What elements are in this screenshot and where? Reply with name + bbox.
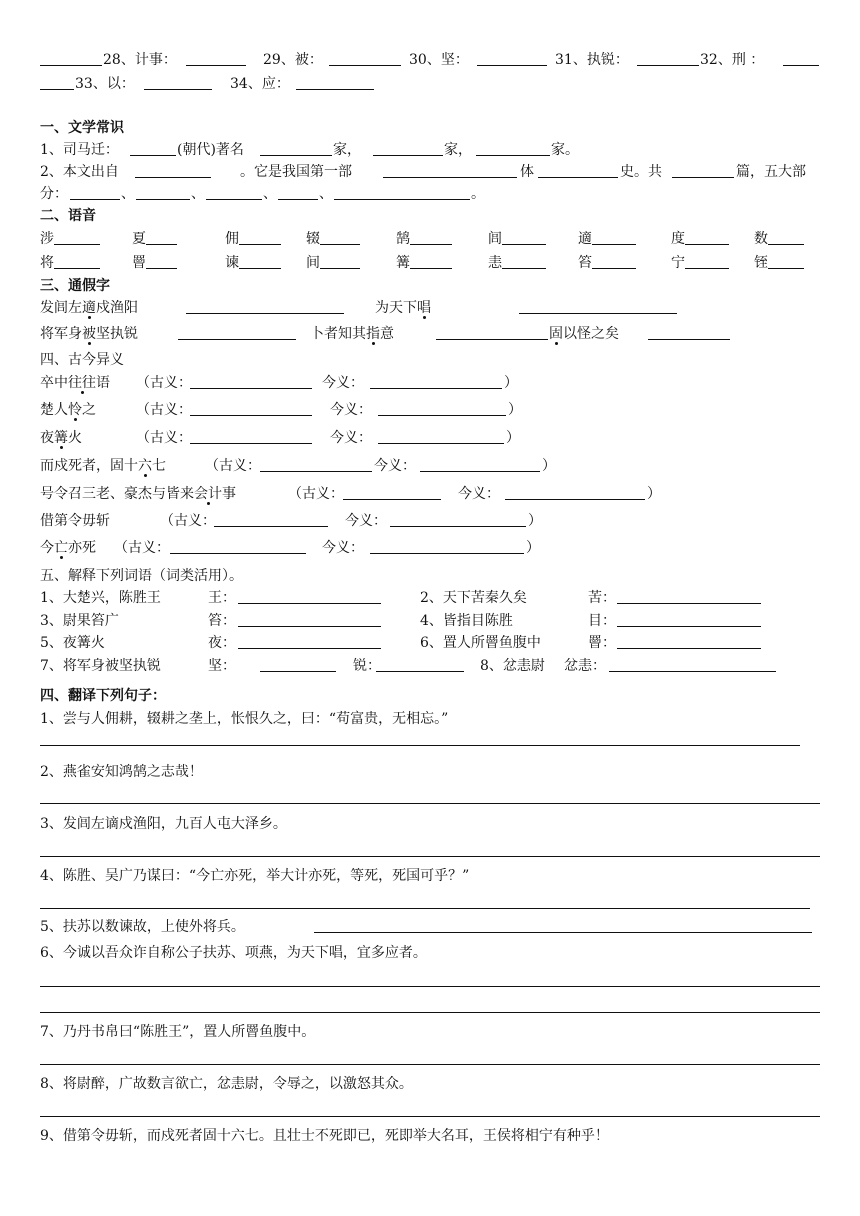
new-meaning-label: 今义： — [322, 375, 364, 391]
item-30: 30、坚： — [409, 52, 469, 68]
answer-line[interactable] — [40, 908, 810, 909]
pron-char: 涉 — [40, 231, 54, 247]
answer-blank[interactable] — [538, 162, 618, 178]
answer-blank[interactable] — [477, 50, 547, 66]
answer-blank[interactable] — [186, 50, 246, 66]
answer-blank[interactable] — [334, 184, 470, 200]
gujin-phrase: 而戍死者，固十六七 — [40, 458, 166, 474]
gujin-phrase: 号令召三老、豪杰与皆来会计事 — [40, 486, 236, 502]
answer-line[interactable] — [40, 1116, 820, 1117]
answer-blank[interactable] — [672, 162, 734, 178]
answer-blank[interactable] — [502, 229, 546, 245]
pron-char: 篝 — [396, 255, 410, 271]
answer-blank[interactable] — [146, 229, 177, 245]
answer-blank[interactable] — [260, 656, 336, 672]
cilei-key: 罾： — [588, 635, 616, 651]
answer-blank[interactable] — [320, 229, 360, 245]
pron-char: 罾 — [132, 255, 146, 271]
cilei-phrase: 5、夜篝火 — [40, 635, 105, 651]
answer-blank[interactable] — [296, 74, 374, 90]
answer-blank[interactable] — [40, 74, 74, 90]
cilei-key: 王： — [208, 590, 236, 606]
answer-blank[interactable] — [178, 324, 296, 340]
answer-blank[interactable] — [70, 184, 120, 200]
answer-blank[interactable] — [373, 140, 443, 156]
answer-blank[interactable] — [617, 588, 761, 604]
translate-sentence: 5、扶苏以数谏故，上使外将兵。 — [40, 919, 245, 935]
answer-blank[interactable] — [617, 633, 761, 649]
translate-sentence: 4、陈胜、吴广乃谋曰：“今亡亦死，举大计亦死，等死，死国可乎？” — [40, 868, 470, 884]
translate-sentence: 1、尝与人佣耕，辍耕之垄上，怅恨久之，曰：“苟富贵，无相忘。” — [40, 711, 449, 727]
answer-blank[interactable] — [685, 253, 729, 269]
item-33: 33、以： — [75, 76, 135, 92]
pron-char: 恚 — [488, 255, 502, 271]
answer-blank[interactable] — [410, 229, 452, 245]
cilei-key: 忿恚： — [564, 658, 606, 674]
item-31: 31、执锐： — [555, 52, 629, 68]
answer-blank[interactable] — [502, 253, 546, 269]
answer-blank[interactable] — [190, 373, 312, 389]
answer-blank[interactable] — [617, 611, 761, 627]
answer-blank[interactable] — [186, 298, 344, 314]
pron-char: 辍 — [306, 231, 320, 247]
pron-char: 適 — [578, 231, 592, 247]
close-paren: ） — [542, 458, 556, 474]
pron-char: 间 — [306, 255, 320, 271]
answer-line[interactable] — [40, 745, 800, 746]
answer-blank[interactable] — [592, 253, 636, 269]
gujin-phrase: 楚人怜之 — [40, 402, 96, 418]
cilei-phrase: 2、天下苦秦久矣 — [420, 590, 527, 606]
answer-blank[interactable] — [40, 50, 102, 66]
old-meaning-label: （古义： — [136, 402, 192, 418]
cilei-phrase: 3、尉果笞广 — [40, 613, 119, 629]
answer-blank[interactable] — [783, 50, 819, 66]
pron-char: 数 — [754, 231, 768, 247]
translate-sentence: 7、乃丹书帛曰“陈胜王”，置人所罾鱼腹中。 — [40, 1024, 316, 1040]
pron-char: 笞 — [578, 255, 592, 271]
translate-sentence: 2、燕雀安知鸿鹄之志哉！ — [40, 764, 203, 780]
answer-line[interactable] — [40, 856, 820, 857]
answer-blank[interactable] — [239, 253, 281, 269]
item-34: 34、应： — [230, 76, 290, 92]
close-paren: ） — [647, 486, 661, 502]
answer-blank[interactable] — [54, 253, 100, 269]
answer-blank[interactable] — [190, 428, 312, 444]
section-heading-translate: 四、翻译下列句子： — [40, 688, 166, 704]
cilei-phrase: 4、皆指目陈胜 — [420, 613, 513, 629]
pron-char: 将 — [40, 255, 54, 271]
cilei-key: 夜： — [208, 635, 236, 651]
close-paren: ） — [528, 513, 542, 529]
answer-blank[interactable] — [420, 456, 540, 472]
new-meaning-label: 今义： — [374, 458, 416, 474]
answer-blank[interactable] — [609, 656, 776, 672]
gujin-phrase: 借第令毋斩 — [40, 513, 110, 529]
answer-blank[interactable] — [648, 324, 730, 340]
section-heading-literature: 一、文学常识 — [40, 120, 124, 136]
answer-blank[interactable] — [320, 253, 360, 269]
answer-blank[interactable] — [190, 400, 312, 416]
close-paren: ） — [508, 402, 522, 418]
answer-blank[interactable] — [370, 373, 502, 389]
pron-char: 夏 — [132, 231, 146, 247]
new-meaning-label: 今义： — [330, 402, 372, 418]
answer-blank[interactable] — [238, 633, 381, 649]
answer-blank[interactable] — [238, 611, 381, 627]
old-meaning-label: （古义： — [136, 375, 192, 391]
answer-blank[interactable] — [260, 140, 332, 156]
old-meaning-label: （古义： — [205, 458, 261, 474]
item-28: 28、计事： — [103, 52, 177, 68]
answer-blank[interactable] — [592, 229, 636, 245]
translate-sentence: 9、借第令毋斩，而戍死者固十六七。且壮士不死即已，死即举大名耳，王侯将相宁有种乎！ — [40, 1128, 609, 1144]
answer-blank[interactable] — [329, 50, 401, 66]
answer-blank[interactable] — [54, 229, 100, 245]
item-32: 32、刑 ： — [700, 52, 765, 68]
cilei-key: 苦： — [588, 590, 616, 606]
answer-blank[interactable] — [130, 140, 176, 156]
gujin-phrase: 夜篝火 — [40, 430, 82, 446]
pron-char: 铚 — [754, 255, 768, 271]
answer-blank[interactable] — [135, 162, 211, 178]
cilei-key: 目： — [588, 613, 616, 629]
new-meaning-label: 今义： — [322, 540, 364, 556]
old-meaning-label: （古义： — [114, 540, 170, 556]
cilei-phrase: 6、置人所罾鱼腹中 — [420, 635, 541, 651]
answer-blank[interactable] — [370, 538, 524, 554]
answer-blank[interactable] — [146, 253, 177, 269]
pron-char: 度 — [671, 231, 685, 247]
answer-blank[interactable] — [214, 511, 328, 527]
cilei-phrase: 1、大楚兴，陈胜王 — [40, 590, 161, 606]
answer-blank[interactable] — [378, 428, 504, 444]
answer-blank[interactable] — [768, 229, 804, 245]
cilei-phrase: 7、将军身被坚执锐 — [40, 658, 161, 674]
item-29: 29、被： — [263, 52, 323, 68]
answer-blank[interactable] — [383, 162, 517, 178]
section-heading-pronunciation: 二、语音 — [40, 208, 96, 224]
answer-blank[interactable] — [519, 298, 677, 314]
gujin-phrase: 卒中往往语 — [40, 375, 110, 391]
old-meaning-label: （古义： — [160, 513, 216, 529]
answer-blank[interactable] — [685, 229, 729, 245]
answer-blank[interactable] — [343, 484, 441, 500]
answer-blank[interactable] — [378, 400, 506, 416]
section-heading-gujin: 四、古今异义 — [40, 352, 124, 368]
answer-blank[interactable] — [238, 588, 381, 604]
translate-sentence: 3、发闾左谪戍渔阳，九百人屯大泽乡。 — [40, 816, 287, 832]
close-paren: ） — [526, 540, 540, 556]
answer-line[interactable] — [40, 986, 820, 987]
section-heading-cilei: 五、解释下列词语（词类活用）。 — [40, 568, 243, 584]
answer-line[interactable] — [314, 932, 812, 933]
answer-blank[interactable] — [260, 456, 372, 472]
pron-char: 谏 — [225, 255, 239, 271]
new-meaning-label: 今义： — [330, 430, 372, 446]
pron-char: 闾 — [488, 231, 502, 247]
close-paren: ） — [506, 430, 520, 446]
answer-blank[interactable] — [170, 538, 306, 554]
close-paren: ） — [504, 375, 518, 391]
answer-blank[interactable] — [410, 253, 452, 269]
answer-blank[interactable] — [476, 140, 550, 156]
pron-char: 宁 — [671, 255, 685, 271]
answer-blank[interactable] — [376, 656, 464, 672]
answer-blank[interactable] — [768, 253, 804, 269]
new-meaning-label: 今义： — [345, 513, 387, 529]
pron-char: 鹄 — [396, 231, 410, 247]
gujin-phrase: 今亡亦死 — [40, 540, 96, 556]
answer-blank[interactable] — [144, 74, 212, 90]
section-heading-tongjia: 三、通假字 — [40, 278, 110, 294]
new-meaning-label: 今义： — [458, 486, 500, 502]
cilei-key: 坚： — [208, 658, 236, 674]
answer-blank[interactable] — [436, 324, 548, 340]
answer-line[interactable] — [40, 1064, 820, 1065]
old-meaning-label: （古义： — [136, 430, 192, 446]
old-meaning-label: （古义： — [288, 486, 344, 502]
answer-line[interactable] — [40, 1012, 820, 1013]
answer-blank[interactable] — [239, 229, 281, 245]
translate-sentence: 8、将尉醉，广故数言欲亡，忿恚尉，令辱之，以激怒其众。 — [40, 1076, 413, 1092]
answer-blank[interactable] — [390, 511, 526, 527]
answer-blank[interactable] — [637, 50, 699, 66]
answer-blank[interactable] — [505, 484, 645, 500]
answer-blank[interactable] — [278, 184, 318, 200]
pron-char: 佣 — [225, 231, 239, 247]
answer-blank[interactable] — [136, 184, 190, 200]
answer-blank[interactable] — [206, 184, 262, 200]
cilei-key: 笞： — [208, 613, 236, 629]
cilei-phrase: 8、忿恚尉 — [480, 658, 545, 674]
translate-sentence: 6、今诚以吾众诈自称公子扶苏、项燕，为天下唱，宜多应者。 — [40, 945, 427, 961]
answer-line[interactable] — [40, 803, 820, 804]
cilei-key: 锐： — [353, 658, 381, 674]
